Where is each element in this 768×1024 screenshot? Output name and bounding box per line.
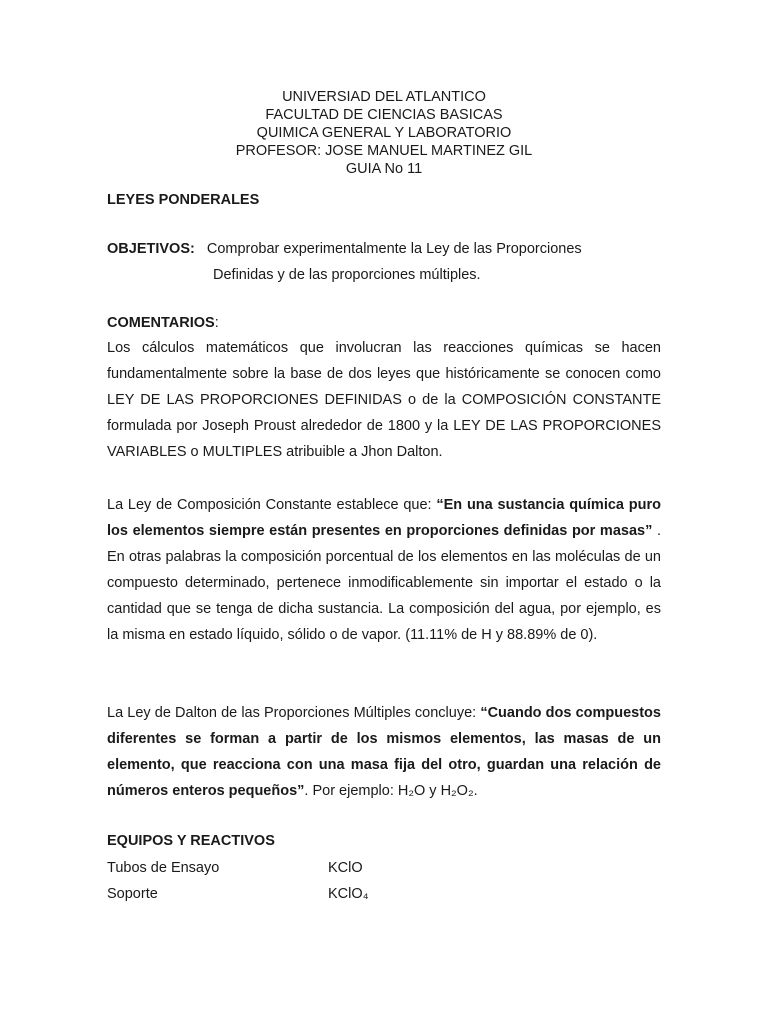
university-name: UNIVERSIAD DEL ATLANTICO (282, 89, 486, 105)
proust-law-paragraph (107, 492, 661, 648)
equipment-item: Tubos de Ensayo (107, 860, 220, 876)
objectives-block (107, 236, 661, 288)
objectives-label: OBJETIVOS: (107, 241, 195, 257)
comments-paragraph: Los cálculos matemáticos que involucran las reacciones químicas se hacen fundamentalmente sobre la base de dos leyes que históricamente se conocen como LEY DE LAS PROPORCIONES DEFINIDAS o de la COMPOSICIÓN CONSTANTE formulada por Joseph Proust alrededor de 1800 y la LEY DE LAS PROPORCIONES VARIABLES o MULTIPLES atribuible a Jhon Dalton. (107, 340, 661, 460)
objectives-line-2: Definidas y de las proporciones múltiples. (213, 267, 481, 283)
dalton-law-paragraph (107, 700, 661, 804)
document-header (0, 88, 768, 178)
equipment-heading: EQUIPOS Y REACTIVOS (107, 833, 275, 849)
proust-quote: “En una sustancia química puro los elementos siempre están presentes en proporciones definidas por masas” (107, 497, 661, 539)
guide-number: GUIA No 11 (345, 161, 423, 177)
dalton-quote: “Cuando dos compuestos diferentes se forman a partir de los mismos elementos, las masas de un elemento, que reacciona con una masa fija del otro, guardan una relación de números enteros pequeños” (107, 705, 661, 799)
section-title: LEYES PONDERALES (107, 192, 260, 208)
objectives-line-1: Comprobar experimentalmente la Ley de las Proporciones (206, 241, 582, 257)
dalton-rest: . Por ejemplo: H₂O y H₂O₂. (304, 783, 478, 799)
dalton-intro: La Ley de Dalton de las Proporciones Múltiples concluye: (107, 705, 481, 721)
reagent-item: KClO₄ (328, 886, 369, 902)
course-name: QUIMICA GENERAL Y LABORATORIO (256, 125, 512, 141)
professor-name: PROFESOR: JOSE MANUEL MARTINEZ GIL (235, 143, 533, 159)
proust-rest: . En otras palabras la composición porcentual de los elementos en las moléculas de un compuesto determinado, pertenece inmodificablemente sin importar el estado o la cantidad que se tenga de dicha sustancia. La composición del agua, por ejemplo, es la misma en estado líquido, sólido o de vapor. (11.11% de H y 88.89% de 0). (107, 523, 662, 643)
faculty-name: FACULTAD DE CIENCIAS BASICAS (265, 107, 503, 123)
proust-intro: La Ley de Composición Constante establece que: (107, 497, 437, 513)
equipment-item: Soporte (107, 886, 158, 902)
comments-heading (107, 313, 661, 333)
comments-colon: : (214, 315, 219, 331)
reagent-item: KClO (328, 860, 363, 876)
comments-label: COMENTARIOS (107, 315, 215, 331)
